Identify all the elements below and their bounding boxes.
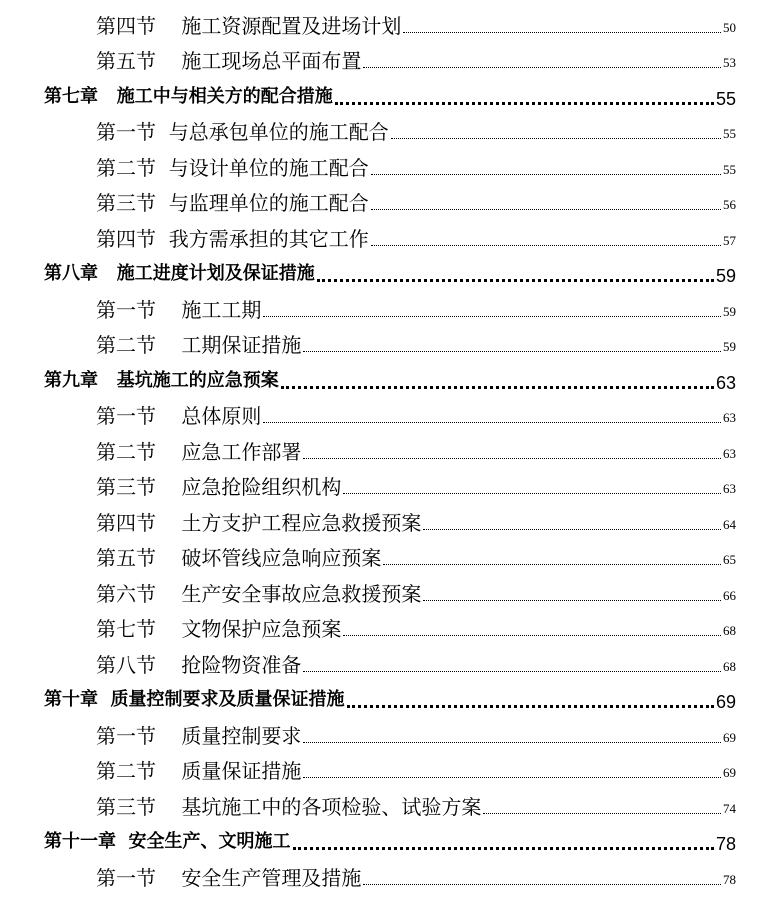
toc-page-number: 55: [723, 161, 736, 177]
table-of-contents: [0, 6, 780, 894]
toc-entry-title: 第三节 应急抢险组织机构: [96, 475, 342, 499]
dot-leader: [303, 777, 721, 778]
toc-chapter-entry[interactable]: [0, 681, 780, 717]
toc-entry-title: 第四节 土方支护工程应急救援预案: [96, 510, 422, 535]
toc-page-number: 63: [715, 372, 736, 393]
dot-leader: [483, 813, 721, 814]
toc-page-number: 55: [723, 126, 736, 141]
toc-chapter-entry[interactable]: [0, 255, 780, 291]
toc-page-number: 59: [715, 266, 736, 286]
dot-leader: [391, 138, 721, 139]
dot-leader: [363, 67, 721, 68]
dot-leader: [423, 600, 721, 601]
dot-leader: [383, 564, 721, 565]
dot-leader: [281, 386, 714, 389]
toc-section-entry[interactable]: [0, 468, 780, 504]
toc-entry-title: 第七节 文物保护应急预案: [96, 617, 342, 641]
toc-section-entry[interactable]: [0, 113, 780, 149]
dot-leader: [343, 635, 721, 636]
dot-leader: [263, 422, 721, 423]
toc-page-number: 68: [723, 658, 736, 674]
toc-section-entry[interactable]: [0, 219, 780, 255]
toc-entry-title: 第一节 总体原则: [96, 404, 262, 428]
toc-page-number: 56: [723, 197, 736, 212]
toc-entry-title: 第一节 施工工期: [96, 297, 262, 322]
toc-page-number: 65: [723, 552, 736, 567]
toc-page-number: 59: [723, 303, 736, 319]
toc-page-number: 66: [723, 587, 736, 603]
toc-entry-title: 第二节 与设计单位的施工配合: [96, 155, 369, 180]
toc-page-number: 57: [723, 232, 736, 248]
toc-entry-title: 第一节 质量控制要求: [96, 723, 302, 748]
dot-leader: [317, 279, 714, 282]
dot-leader: [371, 245, 721, 246]
toc-section-entry[interactable]: [0, 184, 780, 220]
toc-page-number: 68: [723, 623, 736, 638]
toc-section-entry[interactable]: [0, 42, 780, 78]
dot-leader: [403, 32, 721, 33]
toc-page-number: 78: [715, 834, 736, 854]
toc-page-number: 55: [715, 88, 736, 109]
toc-page-number: 69: [723, 765, 736, 780]
toc-section-entry[interactable]: [0, 716, 780, 752]
toc-section-entry[interactable]: [0, 290, 780, 326]
dot-leader: [371, 174, 721, 175]
toc-page-number: 59: [723, 339, 736, 354]
toc-page-number: 74: [723, 800, 736, 816]
dot-leader: [263, 316, 721, 317]
toc-entry-title: 第八章 施工进度计划及保证措施: [44, 263, 315, 284]
toc-section-entry[interactable]: [0, 574, 780, 610]
toc-section-entry[interactable]: [0, 432, 780, 468]
toc-page-number: 53: [723, 55, 736, 70]
dot-leader: [363, 884, 721, 885]
dot-leader: [423, 529, 721, 530]
toc-section-entry[interactable]: [0, 326, 780, 362]
toc-entry-title: 第三节 基坑施工中的各项检验、试验方案: [96, 794, 482, 819]
toc-section-entry[interactable]: [0, 6, 780, 42]
toc-section-entry[interactable]: [0, 610, 780, 646]
toc-chapter-entry[interactable]: [0, 361, 780, 397]
toc-entry-title: 第九章 基坑施工的应急预案: [44, 369, 279, 391]
toc-section-entry[interactable]: [0, 503, 780, 539]
toc-page-number: 78: [723, 871, 736, 887]
toc-section-entry[interactable]: [0, 752, 780, 788]
toc-section-entry[interactable]: [0, 539, 780, 575]
toc-entry-title: 第五节 施工现场总平面布置: [96, 49, 362, 73]
toc-entry-title: 第五节 破坏管线应急响应预案: [96, 546, 382, 570]
dot-leader: [347, 705, 714, 708]
toc-entry-title: 第十一章 安全生产、文明施工: [44, 831, 291, 852]
toc-entry-title: 第十章 质量控制要求及质量保证措施: [44, 689, 345, 710]
toc-page-number: 69: [723, 729, 736, 745]
toc-entry-title: 第四节 我方需承担的其它工作: [96, 226, 369, 251]
toc-section-entry[interactable]: [0, 148, 780, 184]
toc-page-number: 63: [723, 481, 736, 496]
dot-leader: [303, 742, 721, 743]
toc-section-entry[interactable]: [0, 787, 780, 823]
dot-leader: [335, 102, 714, 105]
dot-leader: [303, 458, 721, 459]
toc-entry-title: 第二节 应急工作部署: [96, 439, 302, 464]
dot-leader: [293, 847, 714, 850]
toc-section-entry[interactable]: [0, 858, 780, 894]
toc-section-entry[interactable]: [0, 397, 780, 433]
toc-entry-title: 第二节 工期保证措施: [96, 333, 302, 357]
toc-entry-title: 第一节 与总承包单位的施工配合: [96, 120, 389, 144]
toc-page-number: 63: [723, 445, 736, 461]
toc-page-number: 69: [715, 692, 736, 712]
toc-entry-title: 第二节 质量保证措施: [96, 759, 302, 783]
toc-page-number: 63: [723, 410, 736, 425]
toc-entry-title: 第八节 抢险物资准备: [96, 652, 302, 677]
toc-entry-title: 第三节 与监理单位的施工配合: [96, 191, 369, 215]
toc-section-entry[interactable]: [0, 645, 780, 681]
toc-entry-title: 第四节 施工资源配置及进场计划: [96, 13, 402, 38]
toc-entry-title: 第一节 安全生产管理及措施: [96, 865, 362, 890]
toc-entry-title: 第六节 生产安全事故应急救援预案: [96, 581, 422, 606]
dot-leader: [303, 351, 721, 352]
toc-page-number: 64: [723, 516, 736, 532]
toc-entry-title: 第七章 施工中与相关方的配合措施: [44, 85, 333, 107]
toc-page-number: 50: [723, 19, 736, 35]
dot-leader: [343, 493, 721, 494]
toc-chapter-entry[interactable]: [0, 77, 780, 113]
dot-leader: [303, 671, 721, 672]
dot-leader: [371, 209, 721, 210]
toc-chapter-entry[interactable]: [0, 823, 780, 859]
